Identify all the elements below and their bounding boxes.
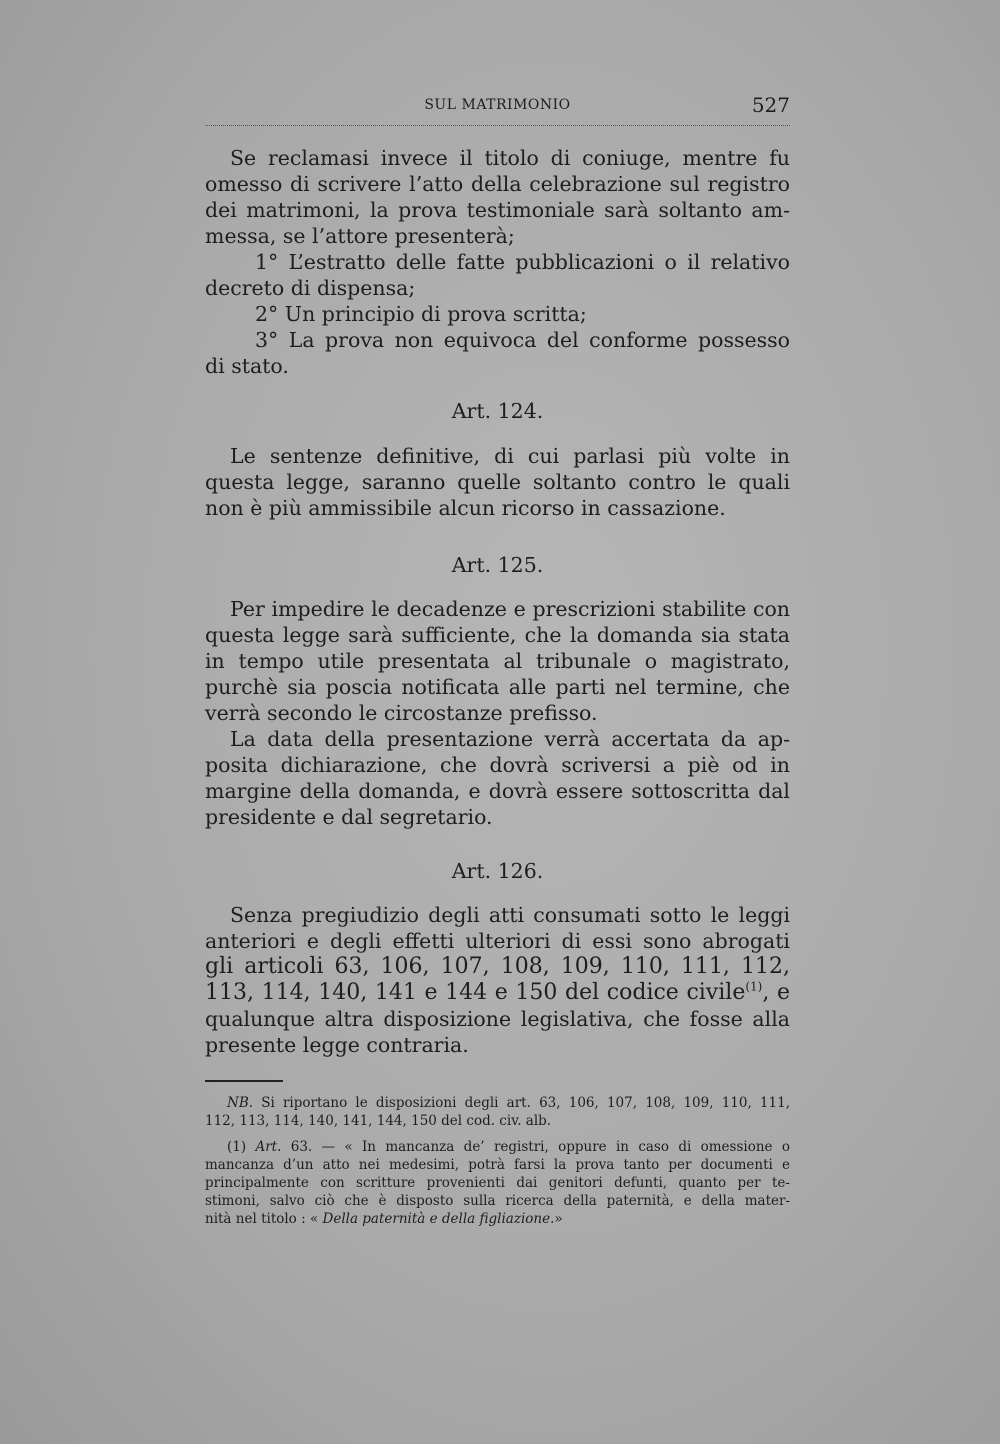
text-line	[205, 443, 790, 469]
text-line	[205, 1006, 790, 1032]
text-line	[205, 249, 790, 275]
line-text: gli articoli 63, 106, 107, 108, 109, 110, 111, 112,	[205, 954, 790, 979]
text-line	[205, 902, 790, 928]
line-text: nità nel titolo : «	[205, 1211, 323, 1227]
text-line	[205, 622, 790, 648]
line-text: La data della presentazione verrà accertata da ap-	[230, 727, 790, 751]
line-text: Art. 124.	[451, 399, 544, 423]
footnote-lead: NB.	[227, 1095, 254, 1111]
text-line	[205, 301, 790, 327]
line-text: anteriori e degli effetti ulteriori di essi sono abrogati	[205, 929, 790, 953]
article-heading	[205, 398, 790, 424]
running-title: SUL MATRIMONIO	[424, 97, 571, 113]
footnote-line	[205, 1138, 790, 1156]
italic-text: Art.	[255, 1139, 282, 1155]
footnote-text: Si riportano le disposizioni degli art. 63, 106, 107, 108, 109, 110, 111,	[253, 1095, 790, 1111]
text-line	[205, 596, 790, 622]
line-text-tail: »	[554, 1211, 563, 1227]
running-header	[205, 93, 790, 126]
text-line	[205, 469, 790, 495]
line-text: Per impedire le decadenze e prescrizioni stabilite con	[230, 597, 790, 621]
line-text: omesso di scrivere l’atto della celebrazione sul registro	[205, 172, 790, 196]
line-text: 113, 114, 140, 141 e 144 e 150 del codice civile	[205, 980, 746, 1005]
text-line	[205, 752, 790, 778]
text-line	[205, 275, 790, 301]
text-line	[205, 353, 790, 379]
footnote-line	[205, 1112, 790, 1130]
line-text: non è più ammissibile alcun ricorso in cassazione.	[205, 496, 726, 520]
text-line	[205, 197, 790, 223]
line-text: Senza pregiudizio degli atti consumati sotto le leggi	[230, 903, 790, 927]
text-line	[205, 1032, 790, 1058]
line-text-tail: , e	[762, 980, 790, 1005]
line-text: mancanza d’un atto nei medesimi, potrà farsi la prova tanto per documenti e	[205, 1157, 790, 1173]
line-text: qualunque altra disposizione legislativa, che fosse alla	[205, 1007, 790, 1031]
line-text: verrà secondo le circostanze prefisso.	[205, 701, 598, 725]
footnote-line	[205, 1210, 790, 1228]
line-text: presidente e dal segretario.	[205, 805, 493, 829]
text-line	[205, 804, 790, 830]
italic-text: Della paternità e della figliazione.	[322, 1211, 555, 1227]
footnote-separator	[205, 1080, 283, 1082]
line-text: 3° La prova non equivoca del conforme possesso	[255, 328, 790, 352]
footnote-line	[205, 1192, 790, 1210]
line-text: (1)	[227, 1139, 256, 1155]
text-line	[205, 954, 790, 980]
text-line	[205, 145, 790, 171]
text-line	[205, 171, 790, 197]
line-text: 112, 113, 114, 140, 141, 144, 150 del cod. civ. alb.	[205, 1113, 552, 1129]
footnote-marker: (1)	[745, 979, 763, 994]
line-text: questa legge, saranno quelle soltanto contro le quali	[205, 470, 790, 494]
line-text: 1° L’estratto delle fatte pubblicazioni o il relativo	[255, 250, 790, 274]
line-text: di stato.	[205, 354, 289, 378]
line-text: 2° Un principio di prova scritta;	[255, 302, 587, 326]
line-text: presente legge contraria.	[205, 1033, 469, 1057]
footnote-line	[205, 1174, 790, 1192]
text-line	[205, 928, 790, 954]
text-line	[205, 700, 790, 726]
footnote-line	[205, 1094, 790, 1112]
line-text: posita dichiarazione, che dovrà scriversi a piè od in	[205, 753, 790, 777]
text-line	[205, 980, 790, 1006]
line-text: Art. 125.	[451, 553, 544, 577]
text-line	[205, 726, 790, 752]
page-number: 527	[751, 93, 790, 117]
line-text: decreto di dispensa;	[205, 276, 416, 300]
text-line	[205, 223, 790, 249]
text-line	[205, 495, 790, 521]
article-heading	[205, 552, 790, 578]
article-heading	[205, 858, 790, 884]
line-text: margine della domanda, e dovrà essere sottoscritta dal	[205, 779, 790, 803]
line-text: purchè sia poscia notificata alle parti nel termine, che	[205, 675, 790, 699]
text-line	[205, 674, 790, 700]
line-text: principalmente con scritture provenienti dai genitori defunti, quanto per te-	[205, 1175, 790, 1191]
line-text: Le sentenze definitive, di cui parlasi più volte in	[230, 444, 790, 468]
line-text: messa, se l’attore presenterà;	[205, 224, 515, 248]
line-text: in tempo utile presentata al tribunale o magistrato,	[205, 649, 790, 673]
line-text: Art. 126.	[451, 859, 544, 883]
line-text-tail: 63. — « In mancanza de’ registri, oppure in caso di omessione o	[281, 1139, 790, 1155]
text-line	[205, 327, 790, 353]
line-text: questa legge sarà sufficiente, che la domanda sia stata	[205, 623, 790, 647]
line-text: Se reclamasi invece il titolo di coniuge, mentre fu	[230, 146, 790, 170]
text-line	[205, 648, 790, 674]
line-text: dei matrimoni, la prova testimoniale sarà soltanto am-	[205, 198, 790, 222]
footnote-line	[205, 1156, 790, 1174]
line-text: stimoni, salvo ciò che è disposto sulla ricerca della paternità, e della mater-	[205, 1193, 790, 1209]
text-line	[205, 778, 790, 804]
